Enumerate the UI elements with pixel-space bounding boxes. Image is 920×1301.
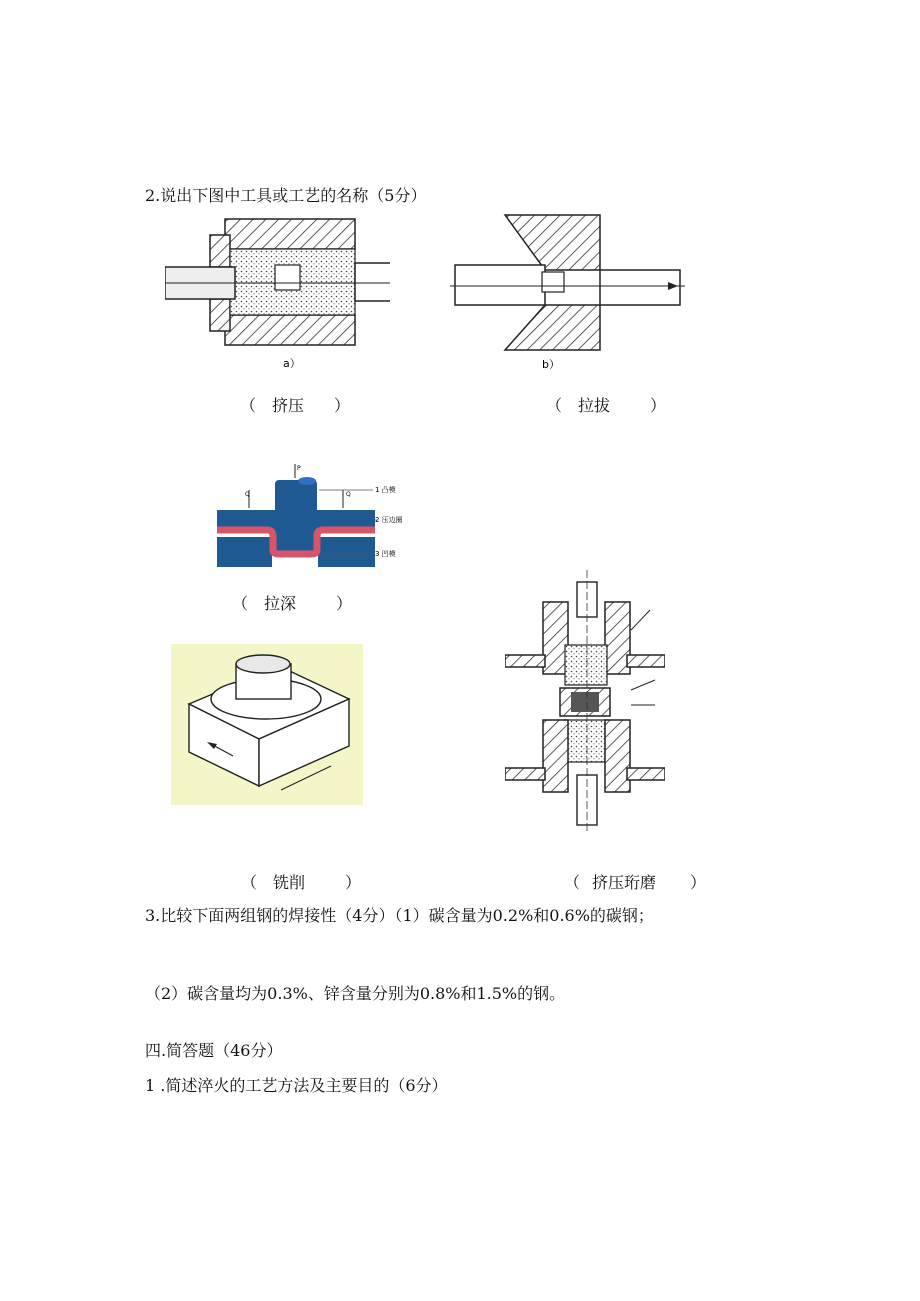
question-3-line-2: （2）碳含量均为0.3%、锌含量分别为0.8%和1.5%的钢。 <box>145 984 566 1003</box>
caption-deep-drawing: （ 拉深 ） <box>232 594 353 613</box>
section-4-heading: 四.简答题（46分） <box>145 1041 283 1060</box>
label-q-right: Q <box>346 491 351 498</box>
label-die: 3 凹模 <box>375 550 396 558</box>
caption-drawing: （ 拉拔 ） <box>546 396 667 415</box>
extrude-honing-figure <box>505 570 665 832</box>
deep-drawing-figure <box>215 462 425 574</box>
milling-figure <box>171 644 363 805</box>
caption-milling: （ 铣削 ） <box>241 873 362 892</box>
caption-extrude-honing: （ 挤压珩磨 ） <box>564 873 707 892</box>
label-p: P <box>297 465 301 472</box>
drawing-figure <box>450 210 685 375</box>
figure-b-label: b） <box>542 358 560 371</box>
figure-a-label: a） <box>283 357 301 370</box>
caption-extrusion: （ 挤压 ） <box>240 396 351 415</box>
question-3-line-1: 3.比较下面两组钢的焊接性（4分）（1）碳含量为0.2%和0.6%的碳钢； <box>145 906 654 925</box>
label-q-left: Q <box>245 491 250 498</box>
label-punch: 1 凸模 <box>375 486 396 494</box>
label-blank-holder: 2 压边圈 <box>375 516 403 524</box>
section-4-question-1: 1 .简述淬火的工艺方法及主要目的（6分） <box>145 1076 448 1095</box>
question-2-title: 2.说出下图中工具或工艺的名称（5分） <box>145 186 427 205</box>
extrusion-figure <box>165 205 390 375</box>
